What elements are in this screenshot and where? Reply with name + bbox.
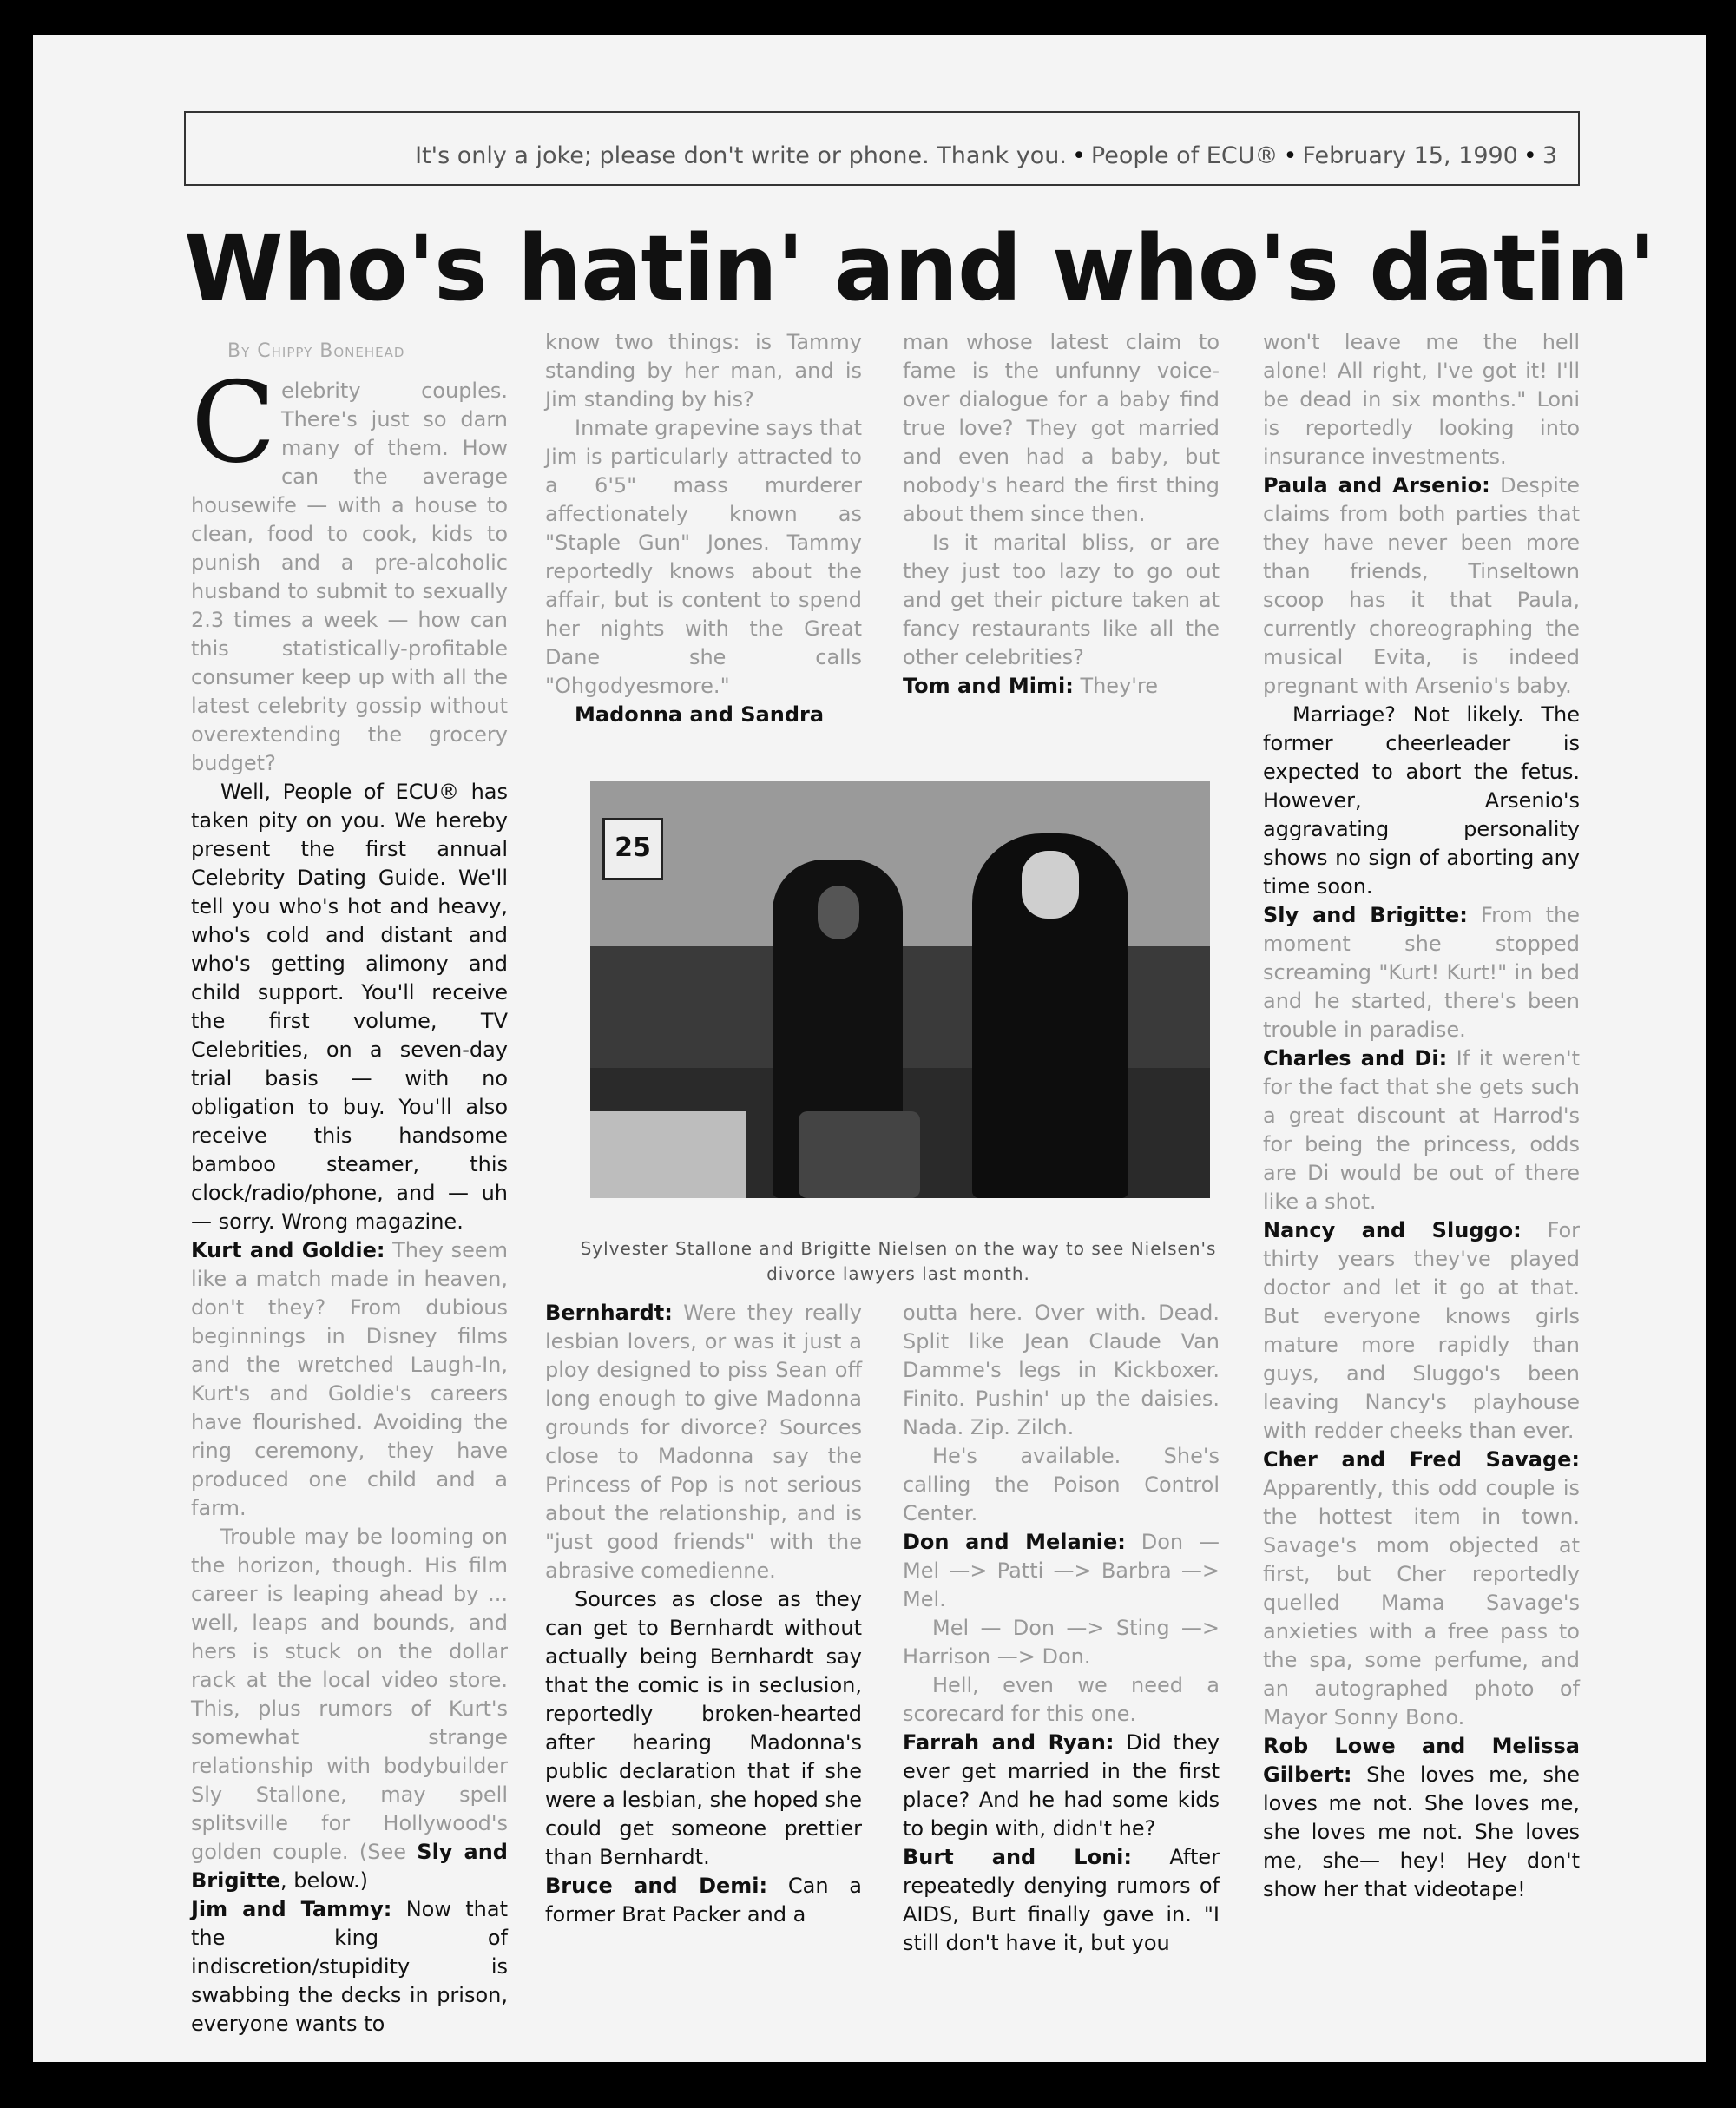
couple-heading: Paula and Arsenio: [1263, 473, 1490, 497]
paragraph: Trouble may be looming on the horizon, though. His film career is leaping ahead by ... well, leaps and bounds, and hers is stuck on the dollar rack at the local video store. This, plus rumors of Kurt's somewhat strange relationship with bodybuilder Sly Stallone, may spell splitsville for Hollywood's golden couple. (See [191, 1525, 508, 1864]
running-head-page-number: 3 [1542, 142, 1557, 169]
couple-heading: Burt and Loni: [903, 1845, 1132, 1869]
paragraph: Is it marital bliss, or are they just too lazy to go out and get their picture taken at fancy restaurants like all the other celebrities? [903, 530, 1220, 669]
couple-text: Can a former Brat Packer and a [545, 1874, 862, 1927]
couple-text: She loves me, she loves me not. She loves me, she loves me not. She loves me, she— hey! Hey don't show her that videotape! [1263, 1762, 1580, 1901]
couple-heading: Tom and Mimi: [903, 674, 1074, 698]
couple-text: They're [1080, 674, 1158, 698]
column-2-bottom [545, 1299, 862, 2000]
couple-text: Don — Mel —> Patti —> Barbra —> Mel. [903, 1530, 1220, 1611]
running-head-date: February 15, 1990 [1302, 142, 1518, 169]
couple-heading: Charles and Di: [1263, 1046, 1448, 1070]
column-3-top [903, 328, 1220, 726]
couple-text: Now that the king of indiscretion/stupidity is swabbing the decks in prison, everyone wants to [191, 1897, 508, 2036]
couple-text: From the moment she stopped screaming "Kurt! Kurt!" in bed and he started, there's been trouble in paradise. [1263, 903, 1580, 1042]
speed-limit-sign: 25 [602, 818, 663, 880]
paragraph: won't leave me the hell alone! All right, I've got it! I'll be dead in six months." Loni is reportedly looking into insurance investments. [1263, 330, 1580, 469]
couple-heading: Sly and Brigitte: [1263, 903, 1468, 927]
paragraph: Mel — Don —> Sting —> Harrison —> Don. [903, 1616, 1220, 1669]
couple-heading: Farrah and Ryan: [903, 1730, 1115, 1755]
couple-heading: Cher and Fred Savage: [1263, 1447, 1580, 1472]
headline: Who's hatin' and who's datin' [184, 215, 1656, 321]
couple-text: If it weren't for the fact that she gets such a great discount at Harrod's for being the princess, odds are Di would be out of there like a shot. [1263, 1046, 1580, 1214]
paragraph: outta here. Over with. Dead. Split like Jean Claude Van Damme's legs in Kickboxer. Finito. Pushin' up the daisies. Nada. Zip. Zilch. [903, 1301, 1220, 1439]
paragraph: Well, People of ECU® has taken pity on you. We hereby present the first annual Celebrity Dating Guide. We'll tell you who's hot and heavy, who's cold and distant and who's getting alimony and child support. You'll receive the first volume, TV Celebrities, on a seven-day trial basis — with no obligation to buy. You'll also receive this handsome bamboo steamer, this clock/radio/phone, and — uh — sorry. Wrong magazine. [191, 780, 508, 1234]
intro-paragraph: elebrity couples. There's just so darn many of them. How can the average housewife — with a house to clean, food to cook, kids to punish and a pre-alcoholic husband to submit to sexually 2.3 times a week — how can this statistically-profitable consumer keep up with all the latest celebrity gossip without overextending the grocery budget? [191, 379, 508, 775]
couple-heading: Kurt and Goldie: [191, 1238, 385, 1262]
couple-heading: Don and Melanie: [903, 1530, 1126, 1554]
couple-heading: Bernhardt: [545, 1301, 673, 1325]
paragraph: Inmate grapevine says that Jim is particularly attracted to a 6'5" mass murderer affectionately known as "Staple Gun" Jones. Tammy reportedly knows about the affair, but is content to spend her nights with the Great Dane she calls "Ohgodyesmore." [545, 416, 862, 698]
couple-text: Were they really lesbian lovers, or was it just a ploy designed to piss Sean off long enough to give Madonna grounds for divorce? Sources close to Madonna say the Princess of Pop is not serious about the relationship, and is "just good friends" with the abrasive comedienne. [545, 1301, 862, 1583]
byline: By Chippy Bonehead [227, 340, 405, 362]
paragraph: Hell, even we need a scorecard for this one. [903, 1673, 1220, 1726]
couple-heading: Jim and Tammy: [191, 1897, 392, 1921]
couple-heading: Madonna and Sandra [575, 702, 825, 727]
column-1 [191, 359, 508, 2036]
couple-text: Did they ever get married in the first place? And he had some kids to begin with, didn't he? [903, 1730, 1220, 1841]
running-head-joke: It's only a joke; please don't write or phone. Thank you. [415, 142, 1067, 169]
drop-cap: C [191, 359, 276, 488]
paragraph: know two things: is Tammy standing by her man, and is Jim standing by his? [545, 330, 862, 412]
paragraph: man whose latest claim to fame is the unfunny voice-over dialogue for a baby find true love? They got married and even had a baby, but nobody's heard the first thing about them since then. [903, 330, 1220, 526]
couple-text: Despite claims from both parties that they have never been more than friends, Tinseltown scoop has it that Paula, currently choreographing the musical Evita, is indeed pregnant with Arsenio's baby. [1263, 473, 1580, 698]
couple-text: For thirty years they've played doctor and let it go at that. But everyone knows girls mature more rapidly than guys, and Sluggo's been leaving Nancy's playhouse with redder cheeks than ever. [1263, 1218, 1580, 1443]
photo-caption: Sylvester Stallone and Brigitte Nielsen on the way to see Nielsen's divorce lawyers last month. [580, 1238, 1217, 1284]
paragraph: Marriage? Not likely. The former cheerleader is expected to abort the fetus. However, Arsenio's aggravating personality shows no sign of aborting any time soon. [1263, 702, 1580, 899]
paragraph: He's available. She's calling the Poison Control Center. [903, 1444, 1220, 1525]
photo-stallone-nielsen [590, 781, 1210, 1198]
couple-heading: Nancy and Sluggo: [1263, 1218, 1522, 1242]
column-2-top [545, 328, 862, 726]
couple-text: After repeatedly denying rumors of AIDS, Burt finally gave in. "I still don't have it, but you [903, 1845, 1220, 1955]
running-head-publication: People of ECU® [1090, 142, 1279, 169]
cross-reference-tail: , below.) [279, 1868, 369, 1893]
column-4 [1263, 328, 1580, 2000]
couple-text: Apparently, this odd couple is the hottest item in town. Savage's mom objected at first, but Cher reportedly quelled Mama Savage's anxieties with a free pass to the spa, some perfume, and an autographed photo of Mayor Sonny Bono. [1263, 1476, 1580, 1729]
couple-heading: Bruce and Demi: [545, 1874, 768, 1898]
paragraph: Sources as close as they can get to Bernhardt without actually being Bernhardt say that the comic is in seclusion, reportedly broken-hearted after hearing Madonna's public declaration that if she were a lesbian, she hoped she could get someone prettier than Bernhardt. [545, 1587, 862, 1869]
cross-reference: Sly and Brigitte [191, 1840, 508, 1893]
column-3-bottom [903, 1299, 1220, 2000]
running-head: It's only a joke; please don't write or phone. Thank you. • People of ECU® • February 15, 1990 • 3 [184, 111, 1580, 186]
couple-text: They seem like a match made in heaven, don't they? From dubious beginnings in Disney films and the wretched Laugh-In, Kurt's and Goldie's careers have flourished. Avoiding the ring ceremony, they have produced one child and a farm. [191, 1238, 508, 1520]
couple-heading: Rob Lowe and Melissa Gilbert: [1263, 1734, 1580, 1787]
